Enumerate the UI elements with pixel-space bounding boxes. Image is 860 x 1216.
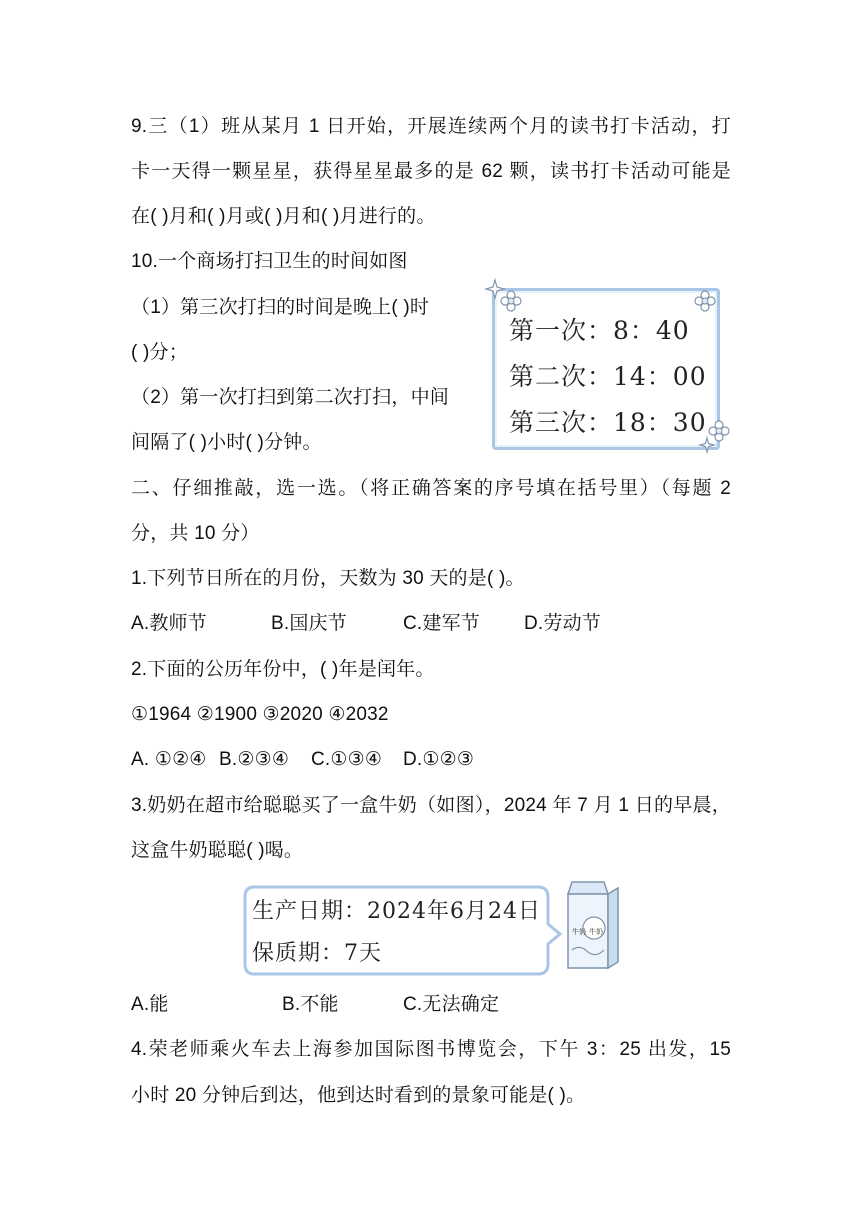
flower-icon bbox=[500, 290, 522, 312]
schedule-row-3: 第三次：18：30 bbox=[509, 408, 707, 437]
schedule-row-2: 第二次：14：00 bbox=[509, 362, 707, 391]
mc2-option-b: B.②③④ bbox=[219, 749, 290, 770]
mc1-option-a: A.教师节 bbox=[131, 613, 207, 634]
schedule-row-1: 第一次：8：40 bbox=[509, 316, 690, 345]
mc2-question: 2.下面的公历年份中，( )年是闰年。 bbox=[131, 659, 435, 680]
q10-part2-line-1: （2）第一次打扫到第二次打扫，中间 bbox=[131, 387, 449, 408]
mc1-option-b: B.国庆节 bbox=[271, 613, 347, 634]
mc1-option-d: D.劳动节 bbox=[524, 613, 602, 634]
section-2-heading-line-2: 分，共 10 分） bbox=[131, 523, 260, 544]
mc2-option-a: A. ①②④ bbox=[131, 749, 207, 770]
cleaning-schedule-card bbox=[492, 288, 720, 450]
mc3-option-b: B.不能 bbox=[282, 994, 339, 1015]
sparkle-icon bbox=[696, 434, 718, 456]
mc2-option-d: D.①②③ bbox=[403, 749, 475, 770]
q9-line-1: 9.三（1）班从某月 1 日开始，开展连续两个月的读书打卡活动，打 bbox=[131, 116, 731, 137]
q10-part2-line-2: 间隔了( )小时( )分钟。 bbox=[131, 432, 322, 453]
mc1-option-c: C.建军节 bbox=[403, 613, 481, 634]
q10-part1-line-2: ( )分； bbox=[131, 342, 188, 363]
q10-part1-line-1: （1）第三次打扫的时间是晚上( )时 bbox=[131, 297, 430, 318]
q10-title: 10.一个商场打扫卫生的时间如图 bbox=[131, 251, 408, 272]
mc4-line-2: 小时 20 分钟后到达，他到达时看到的景象可能是( )。 bbox=[131, 1085, 586, 1106]
milk-carton-icon bbox=[558, 878, 622, 974]
mc2-years: ①1964 ②1900 ③2020 ④2032 bbox=[131, 704, 389, 725]
section-2-heading-line-1: 二、仔细推敲，选一选。（将正确答案的序号填在括号里）（每题 2 bbox=[131, 478, 731, 499]
q9-line-3: 在( )月和( )月或( )月和( )月进行的。 bbox=[131, 206, 436, 227]
mc3-option-a: A.能 bbox=[131, 994, 169, 1015]
flower-icon bbox=[694, 290, 716, 312]
shelf-life: 保质期：7天 bbox=[252, 941, 382, 966]
mc3-line-2: 这盒牛奶聪聪( )喝。 bbox=[131, 840, 304, 861]
mc4-line-1: 4.荣老师乘火车去上海参加国际图书博览会，下午 3：25 出发，15 bbox=[131, 1039, 731, 1060]
carton-label-left: 牛奶 bbox=[572, 928, 586, 936]
mc3-option-c: C.无法确定 bbox=[403, 994, 500, 1015]
q9-line-2: 卡一天得一颗星星，获得星星最多的是 62 颗，读书打卡活动可能是 bbox=[131, 161, 731, 182]
carton-label-right: 牛奶 bbox=[589, 928, 603, 936]
mc2-option-c: C.①③④ bbox=[311, 749, 383, 770]
mc1-question: 1.下列节日所在的月份，天数为 30 天的是( )。 bbox=[131, 568, 525, 589]
mc3-line-1: 3.奶奶在超市给聪聪买了一盒牛奶（如图），2024 年 7 月 1 日的早晨， bbox=[131, 795, 731, 816]
production-date: 生产日期：2024年6月24日 bbox=[252, 899, 541, 924]
